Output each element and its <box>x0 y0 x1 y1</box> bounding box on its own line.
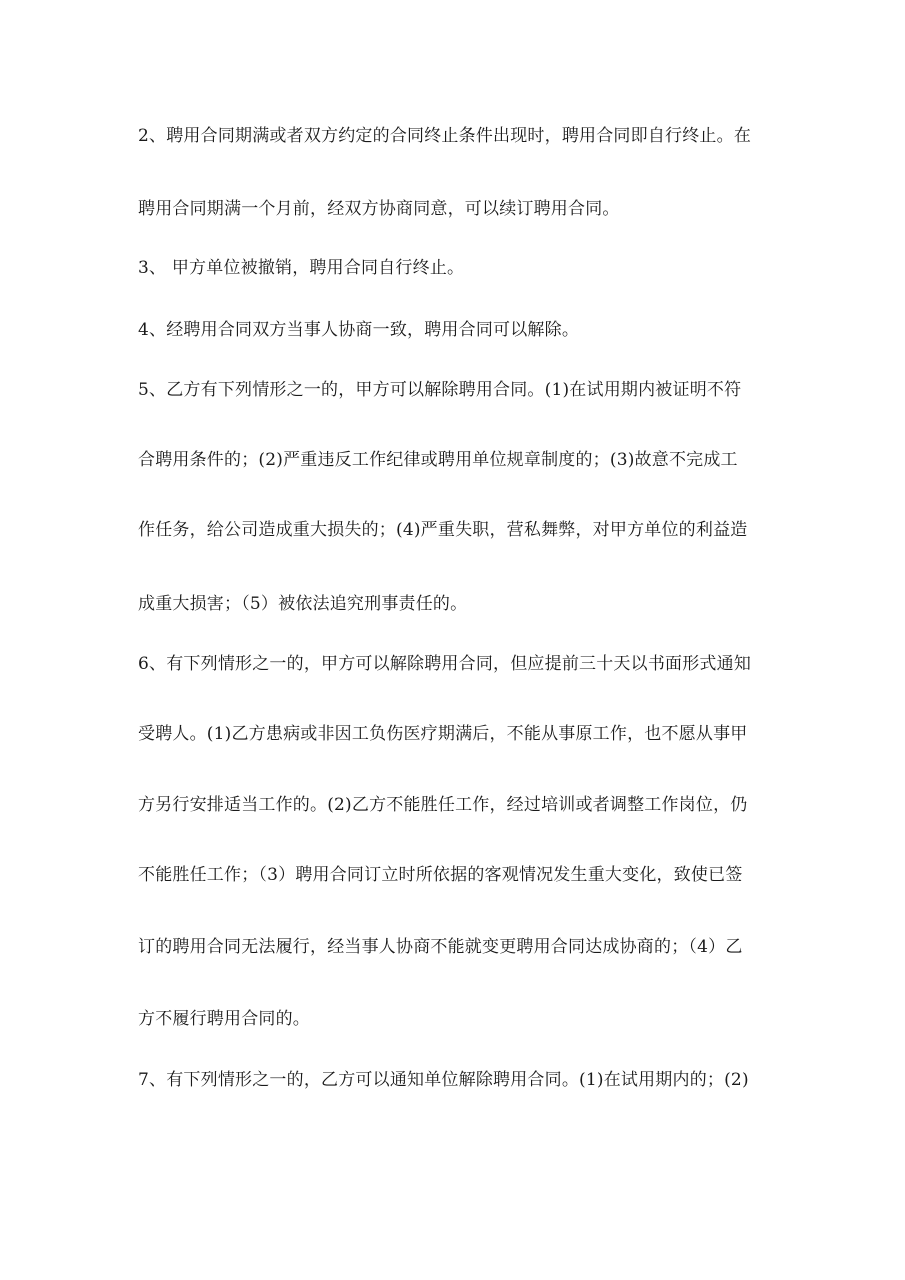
text-line-clause-5: 5、乙方有下列情形之一的，甲方可以解除聘用合同。(1)在试用期内被证明不符 <box>138 380 742 400</box>
text-line-clause-4: 4、经聘用合同双方当事人协商一致，聘用合同可以解除。 <box>138 320 580 340</box>
text-line-clause-3: 3、 甲方单位被撤销，聘用合同自行终止。 <box>138 258 465 278</box>
text-line-clause-2: 2、聘用合同期满或者双方约定的合同终止条件出现时，聘用合同即自行终止。在 <box>138 126 752 146</box>
text-line-clause-6-cont: 方另行安排适当工作的。(2)乙方不能胜任工作，经过培训或者调整工作岗位，仍 <box>138 795 748 815</box>
text-line-clause-5-cont: 合聘用条件的；(2)严重违反工作纪律或聘用单位规章制度的；(3)故意不完成工 <box>138 450 738 470</box>
text-line-clause-2-cont: 聘用合同期满一个月前，经双方协商同意，可以续订聘用合同。 <box>138 199 620 219</box>
text-line-clause-6-cont: 不能胜任工作；（3）聘用合同订立时所依据的客观情况发生重大变化，致使已签 <box>138 865 743 885</box>
text-line-clause-5-cont: 作任务，给公司造成重大损失的；(4)严重失职，营私舞弊，对甲方单位的利益造 <box>138 520 748 540</box>
text-line-clause-6-cont: 订的聘用合同无法履行，经当事人协商不能就变更聘用合同达成协商的；（4）乙 <box>138 937 743 957</box>
text-line-clause-7: 7、有下列情形之一的，乙方可以通知单位解除聘用合同。(1)在试用期内的；(2) <box>138 1070 749 1090</box>
text-line-clause-6: 6、有下列情形之一的，甲方可以解除聘用合同，但应提前三十天以书面形式通知 <box>138 654 752 674</box>
text-line-clause-6-cont: 受聘人。(1)乙方患病或非因工负伤医疗期满后，不能从事原工作，也不愿从事甲 <box>138 724 748 744</box>
text-line-clause-5-cont: 成重大损害；（5）被依法追究刑事责任的。 <box>138 594 468 614</box>
text-line-clause-6-cont: 方不履行聘用合同的。 <box>138 1009 310 1029</box>
